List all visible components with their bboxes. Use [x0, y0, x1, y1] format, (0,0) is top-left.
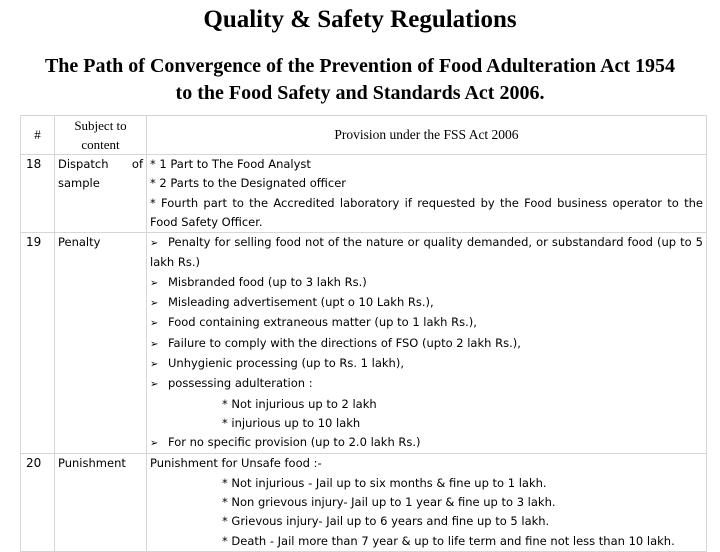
row-provision — [147, 454, 707, 551]
provision-subline: * Grievous injury- Jail up to 6 years and fine up to 5 lakh. — [222, 514, 550, 529]
subtitle-line-1: The Path of Convergence of the Prevention of Food Adulteration Act 1954 — [44, 55, 676, 77]
provision-line: lakh Rs.) — [150, 255, 200, 270]
row-provision — [147, 155, 707, 233]
provision-line: Punishment for Unsafe food :- — [150, 456, 322, 471]
table-header-row — [21, 116, 707, 155]
provision-subline: * injurious up to 10 lakh — [222, 415, 361, 430]
row-num: 18 — [21, 155, 55, 233]
header-subject: Subject to content — [55, 116, 147, 155]
row-subject: Penalty — [55, 233, 147, 454]
header-num: # — [21, 116, 55, 155]
row-num: 20 — [21, 454, 55, 551]
arrow-bullet-icon: ➢ — [150, 298, 159, 310]
row-provision — [147, 233, 707, 454]
provision-bullet: Unhygienic processing (up to Rs. 1 lakh), — [168, 355, 404, 370]
row-subject: Punishment — [55, 454, 147, 551]
provision-bullet: Misleading advertisement (upt o 10 Lakh Rs.), — [168, 295, 434, 310]
provision-bullet: Food containing extraneous matter (up to 1 lakh Rs.), — [168, 315, 477, 330]
regulations-table — [20, 115, 707, 552]
arrow-bullet-icon: ➢ — [150, 318, 159, 330]
provision-subline: * Non grievous injury- Jail up to 1 year & fine up to 3 lakh. — [222, 495, 556, 510]
provision-line: * 2 Parts to the Designated officer — [150, 176, 347, 191]
provision-bullet: For no specific provision (up to 2.0 lakh Rs.) — [168, 435, 421, 450]
provision-subline: * Not injurious up to 2 lakh — [222, 396, 377, 411]
provision-bullet: possessing adulteration : — [168, 376, 313, 391]
provision-bullet: Failure to comply with the directions of FSO (upto 2 lakh Rs.), — [168, 335, 521, 350]
page-subtitle — [0, 53, 720, 107]
table-row — [21, 233, 707, 454]
arrow-bullet-icon: ➢ — [150, 358, 159, 370]
arrow-bullet-icon: ➢ — [150, 438, 159, 450]
row-num: 19 — [21, 233, 55, 454]
row-subject: Dispatch of sample — [55, 155, 147, 233]
table-row — [21, 454, 707, 551]
arrow-bullet-icon: ➢ — [150, 338, 159, 350]
header-provision: Provision under the FSS Act 2006 — [147, 116, 707, 155]
subtitle-line-2: to the Food Safety and Standards Act 2006. — [175, 82, 545, 104]
provision-subline: * Not injurious - Jail up to six months & fine up to 1 lakh. — [222, 475, 547, 490]
provision-line: * 1 Part to The Food Analyst — [150, 157, 311, 171]
arrow-bullet-icon: ➢ — [150, 238, 159, 250]
table-row — [21, 155, 707, 233]
page-title: Quality & Safety Regulations — [203, 6, 517, 33]
provision-subline: * Death - Jail more than 7 year & up to life term and fine not less than 10 lakh. — [222, 533, 675, 548]
arrow-bullet-icon: ➢ — [150, 379, 159, 391]
provision-bullet: Misbranded food (up to 3 lakh Rs.) — [168, 274, 367, 289]
arrow-bullet-icon: ➢ — [150, 277, 159, 289]
provision-bullet: Penalty for selling food not of the nature or quality demanded, or substandard food (up to 5 — [168, 235, 703, 250]
provision-line: * Fourth part to the Accredited laboratory if requested by the Food business operator to the — [150, 195, 703, 210]
provision-line: Food Safety Officer. — [150, 214, 263, 229]
